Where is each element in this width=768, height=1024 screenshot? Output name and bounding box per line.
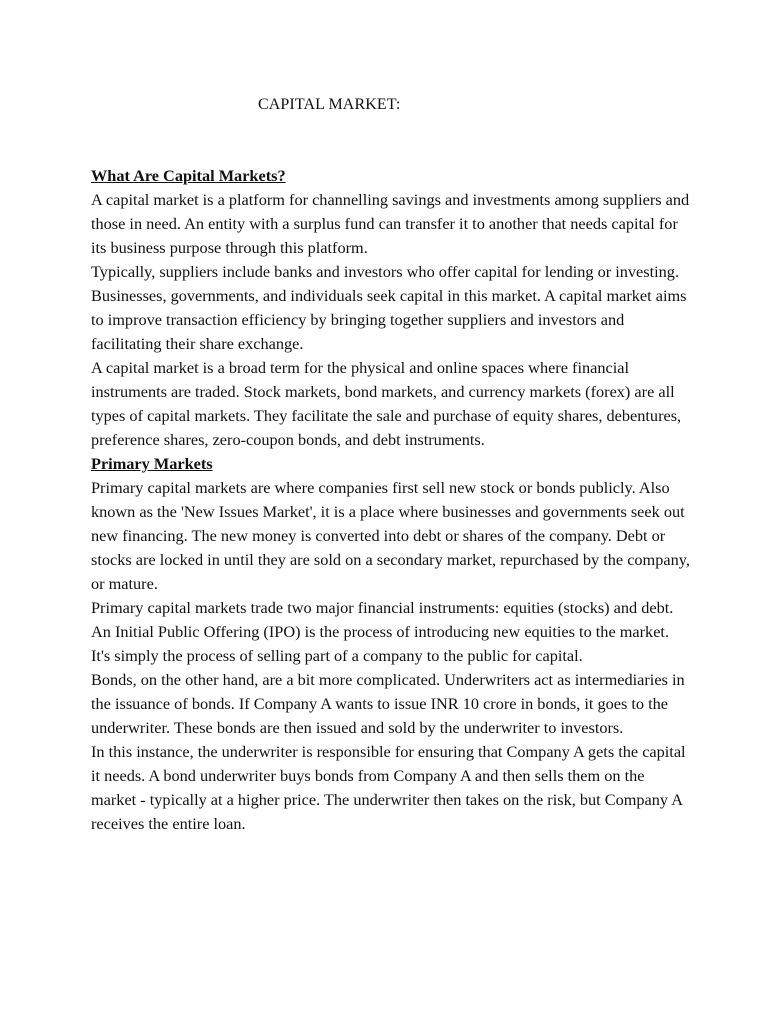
paragraph: A capital market is a platform for channelling savings and investments among suppliers and those in need. An entity with a surplus fund can transfer it to another that needs capital for its business purpose through this platform.: [91, 190, 690, 257]
document-title: CAPITAL MARKET:: [258, 96, 401, 113]
section-heading-what-are-capital-markets: What Are Capital Markets?: [91, 166, 286, 185]
paragraph: An Initial Public Offering (IPO) is the process of introducing new equities to the market. It's simply the process of selling part of a company to the public for capital.: [91, 622, 670, 665]
section-heading-primary-markets: Primary Markets: [91, 454, 213, 473]
paragraph: Primary capital markets are where companies first sell new stock or bonds publicly. Also known as the 'New Issues Market', it is a place where businesses and governments seek out new financing. The new money is converted into debt or shares of the company. Debt or stocks are locked in until they are sold on a secondary market, repurchased by the company, or mature.: [91, 478, 690, 593]
paragraph: Typically, suppliers include banks and investors who offer capital for lending or investing. Businesses, governments, and individuals seek capital in this market. A capital market aims to improve transaction efficiency by bringing together suppliers and investors and facilitating their share exchange.: [91, 262, 687, 353]
paragraph: Primary capital markets trade two major financial instruments: equities (stocks) and debt.: [91, 598, 674, 617]
paragraph: In this instance, the underwriter is responsible for ensuring that Company A gets the capital it needs. A bond underwriter buys bonds from Company A and then sells them on the market - typically at a higher price. The underwriter then takes on the risk, but Company A receives the entire loan.: [91, 742, 686, 833]
paragraph: A capital market is a broad term for the physical and online spaces where financial instruments are traded. Stock markets, bond markets, and currency markets (forex) are all types of capital markets. They facilitate the sale and purchase of equity shares, debentures, preference shares, zero-coupon bonds, and debt instruments.: [91, 358, 682, 449]
paragraph: Bonds, on the other hand, are a bit more complicated. Underwriters act as intermediaries in the issuance of bonds. If Company A wants to issue INR 10 crore in bonds, it goes to the underwriter. These bonds are then issued and sold by the underwriter to investors.: [91, 670, 685, 737]
document-body: [91, 164, 691, 836]
